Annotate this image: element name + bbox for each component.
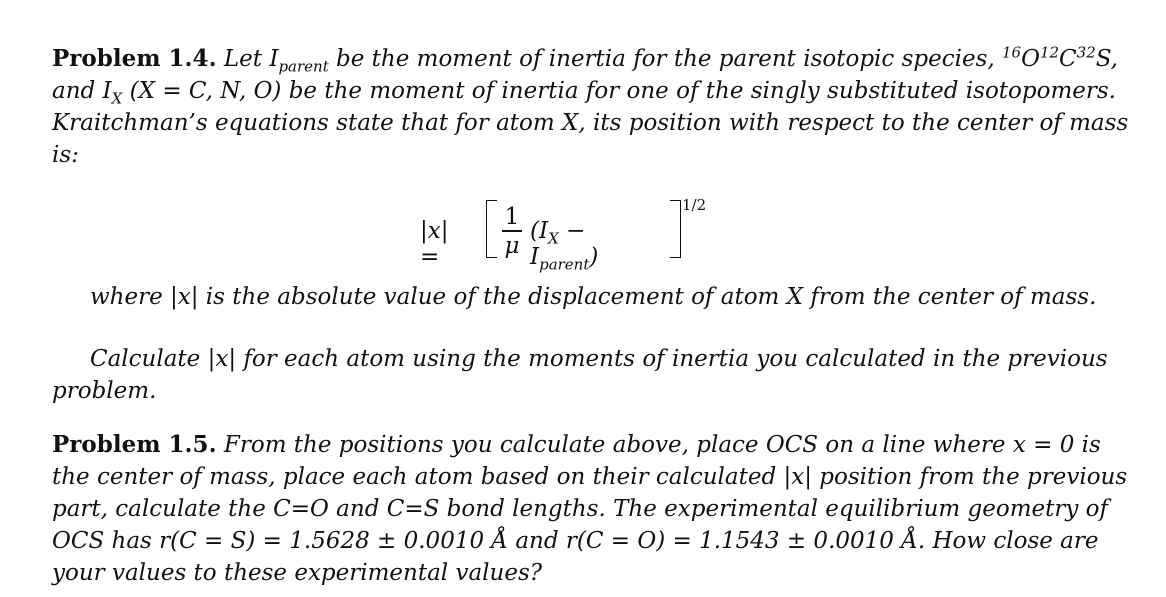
problem-1-5-heading: Problem 1.5. (52, 431, 217, 458)
problem-1-4-line-4: is: (52, 142, 79, 168)
right-bracket (670, 200, 681, 258)
problem-1-5-line-3: part, calculate the C=O and C=S bond lengths. The experimental equilibrium geometry of (52, 496, 1109, 522)
problem-1-4-line-3: Kraitchman’s equations state that for atom X, its position with respect to the center of mass (52, 110, 1129, 136)
calculate-line-1: Calculate |x| for each atom using the moments of inertia you calculated in the previous (90, 346, 1108, 372)
problem-1-5-line-5: your values to these experimental values? (52, 560, 543, 586)
problem-1-4-heading: Problem 1.4. (52, 45, 217, 72)
problem-1-5-line-1: Problem 1.5. From the positions you calculate above, place OCS on a line where x = 0 is (52, 431, 1101, 458)
i-parent-symbol: $I_{parent}$ (269, 46, 329, 76)
problem-1-4-line-1: Problem 1.4. Let $I_{parent}$ be the moment of inertia for the parent isotopic species, $^{16}O^{12}C^{32}S$, (52, 43, 1118, 76)
equation-power: 1/2 (682, 196, 707, 214)
problem-1-4-line-2: and $I_X$ (X = C, N, O) be the moment of inertia for one of the singly substituted isotopomers. (52, 78, 1116, 108)
left-bracket (486, 200, 497, 258)
problem-1-5-line-4: OCS has r(C = S) = 1.5628 ± 0.0010 Å and r(C = O) = 1.1543 ± 0.0010 Å. How close are (52, 528, 1099, 554)
isotope-formula: $^{16}O^{12}C^{32}S$, (1002, 43, 1118, 72)
fraction: 1 μ (500, 204, 524, 260)
equation-inner: $(I_X - I_{parent})$ (530, 218, 599, 274)
calculate-line-2: problem. (52, 378, 157, 404)
problem-1-5-line-2: the center of mass, place each atom based on their calculated |x| position from the previous (52, 464, 1128, 490)
equation-lhs: |x| = (420, 218, 449, 270)
where-line: where |x| is the absolute value of the displacement of atom X from the center of mass. (90, 284, 1097, 310)
